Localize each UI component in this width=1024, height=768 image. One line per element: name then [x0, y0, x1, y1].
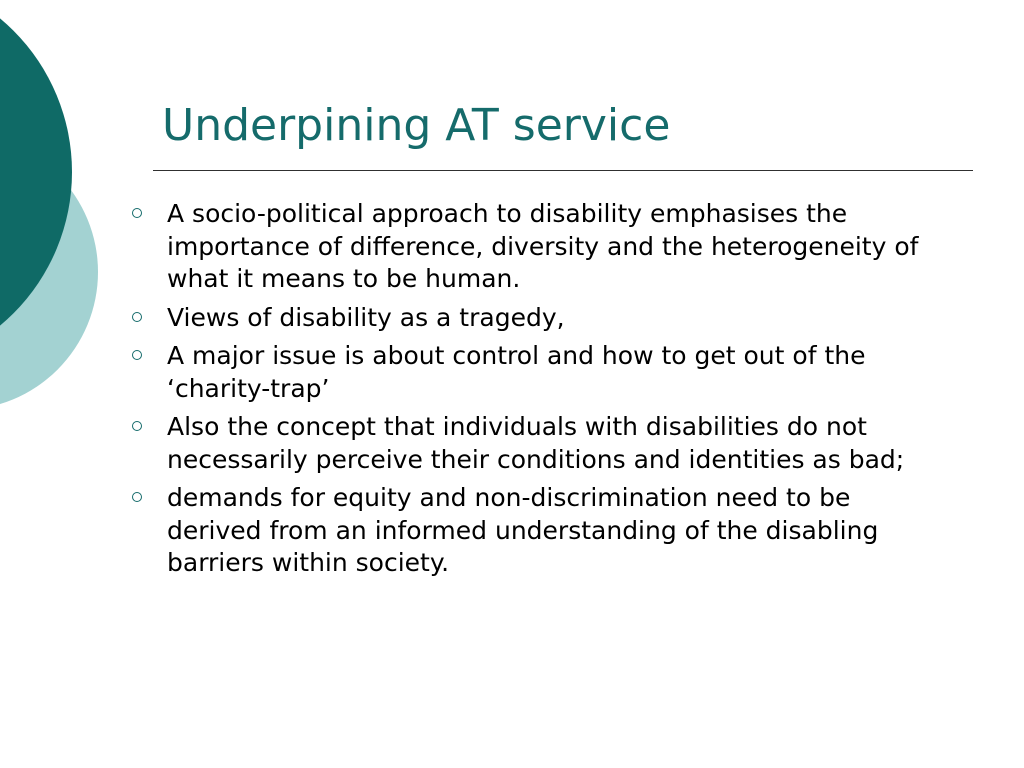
bullet-item	[124, 198, 924, 296]
bullet-text: Views of disability as a tragedy,	[167, 302, 565, 332]
bullet-text: A major issue is about control and how to get out of the ‘charity-trap’	[167, 341, 866, 403]
hollow-circle-icon	[132, 208, 142, 218]
bullet-item	[124, 302, 924, 335]
hollow-circle-icon	[132, 492, 142, 502]
bullet-item	[124, 340, 924, 405]
bullet-item	[124, 482, 924, 580]
slide-title: Underpining AT service	[162, 100, 671, 151]
bullet-text: A socio-political approach to disability emphasises the importance of difference, diversity and the heterogeneity of what it means to be human.	[167, 199, 919, 293]
decorative-circles	[0, 0, 140, 440]
title-divider	[153, 170, 973, 171]
bullet-text: demands for equity and non-discrimination need to be derived from an informed understanding of the disabling barriers within society.	[167, 483, 879, 577]
hollow-circle-icon	[132, 421, 142, 431]
bullet-item	[124, 411, 924, 476]
bullet-list	[124, 198, 924, 586]
bullet-text: Also the concept that individuals with disabilities do not necessarily perceive their conditions and identities as bad;	[167, 412, 905, 474]
hollow-circle-icon	[132, 312, 142, 322]
hollow-circle-icon	[132, 350, 142, 360]
